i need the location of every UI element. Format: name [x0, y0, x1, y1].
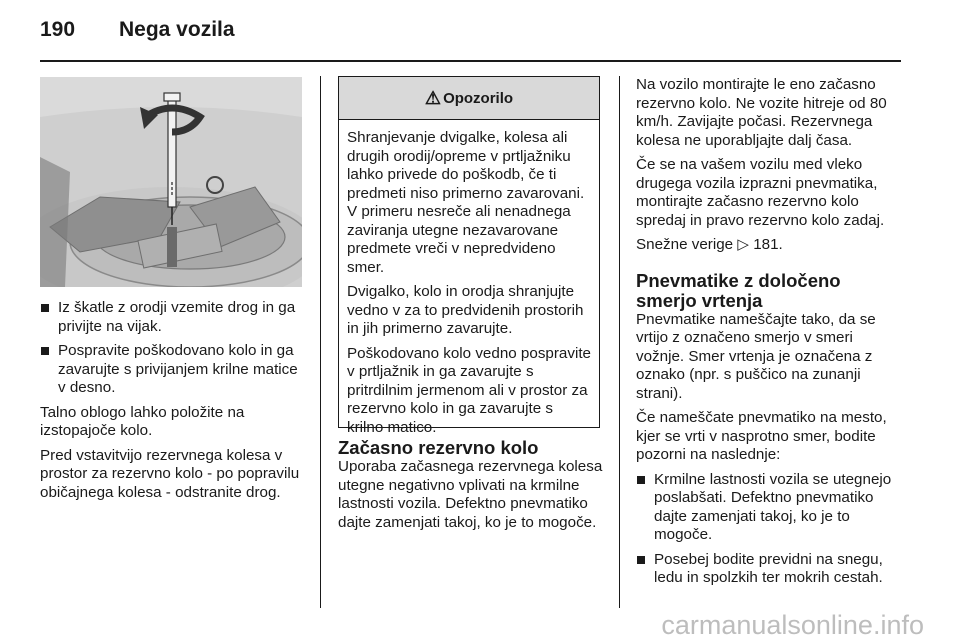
warning-header: [339, 77, 599, 120]
spare-wheel-drawing: [40, 77, 302, 287]
right-column: [636, 76, 904, 594]
watermark: carmanualsonline.info: [661, 610, 924, 640]
list-item: Iz škatle z orodji vzemite drog in ga privijte na vijak.: [40, 299, 308, 336]
warning-box: [338, 76, 600, 436]
paragraph: Na vozilo montirajte le eno začasno rezervno kolo. Ne vozite hitreje od 80 km/h. Zavijajte počasi. Rezervnega kolesa ne uporabljajte dalj časa.: [636, 76, 887, 149]
middle-column: [338, 438, 606, 538]
section-heading: Začasno rezervno kolo: [338, 437, 539, 458]
paragraph: Talno oblogo lahko položite na izstopajoče kolo.: [40, 403, 245, 439]
list-item: Pospravite poškodovano kolo in ga zavarujte s privijanjem krilne matice v desno.: [40, 342, 308, 398]
paragraph: Pnevmatike nameščajte tako, da se vrtijo z označeno smerjo v smeri vožnje. Smer vrtenja je označena z oznako (npr. s puščico na zunanji strani).: [636, 310, 876, 402]
paragraph: Dvigalko, kolo in orodja shranjujte vedno v za to predvidenih prostorih in jih primerno zavarujte.: [347, 283, 584, 337]
paragraph: Če se na vašem vozilu med vleko drugega vozila izprazni pnevmatika, montirajte začasno rezervno kolo spredaj in pravo rezervno kolo zadaj.: [636, 156, 885, 229]
instruction-list: [40, 299, 308, 398]
page-footer: [0, 610, 960, 642]
caution-list: [636, 471, 904, 588]
section-heading: Pnevmatike z določeno smerjo vrtenja: [636, 269, 841, 311]
warning-title: Opozorilo: [443, 89, 514, 107]
paragraph: Poškodovano kolo vedno pospravite v prtljažnik in ga zavarujte s pritrdilnim jermenom ali v prostor za rezervno kolo in ga zavarujte s krilno matico.: [347, 344, 592, 436]
left-column: [40, 299, 308, 508]
paragraph: Snežne verige ▷ 181.: [636, 236, 783, 253]
list-item: Posebej bodite previdni na snegu, ledu in spolzkih ter mokrih cestah.: [636, 551, 904, 588]
warning-body: [339, 120, 599, 437]
column-divider-1: [320, 76, 321, 608]
page-title: Nega vozila: [119, 18, 235, 41]
page-number: 190: [40, 18, 76, 41]
spare-wheel-illustration: [40, 77, 302, 287]
paragraph: Uporaba začasnega rezervnega kolesa utegne negativno vplivati na krmilne lastnosti vozila. Defektno pnevmatiko dajte zamenjati takoj, ko je to mogoče.: [338, 458, 603, 531]
header-divider: [40, 60, 901, 62]
paragraph: Pred vstavitvijo rezervnega kolesa v prostor za rezervno kolo - po popravilu običajnega kolesa - odstranite drog.: [40, 446, 300, 501]
warning-triangle-icon: ⚠: [424, 87, 442, 108]
list-item: Krmilne lastnosti vozila se utegnejo poslabšati. Defektno pnevmatiko dajte zamenjati takoj, ko je to mogoče.: [636, 471, 904, 545]
paragraph: Če nameščate pnevmatiko na mesto, kjer se vrti v nasprotno smer, bodite pozorni na naslednje:: [636, 409, 887, 463]
paragraph: Shranjevanje dvigalke, kolesa ali drugih orodij/opreme v prtljažniku lahko privede do poškodb, če ti predmeti niso primerno zavarovani. V primeru nesreče ali nenadnega zaviranja utegne nezavarovane predmete vreči v nepredvideno smer.: [347, 129, 585, 276]
column-divider-2: [619, 76, 620, 608]
